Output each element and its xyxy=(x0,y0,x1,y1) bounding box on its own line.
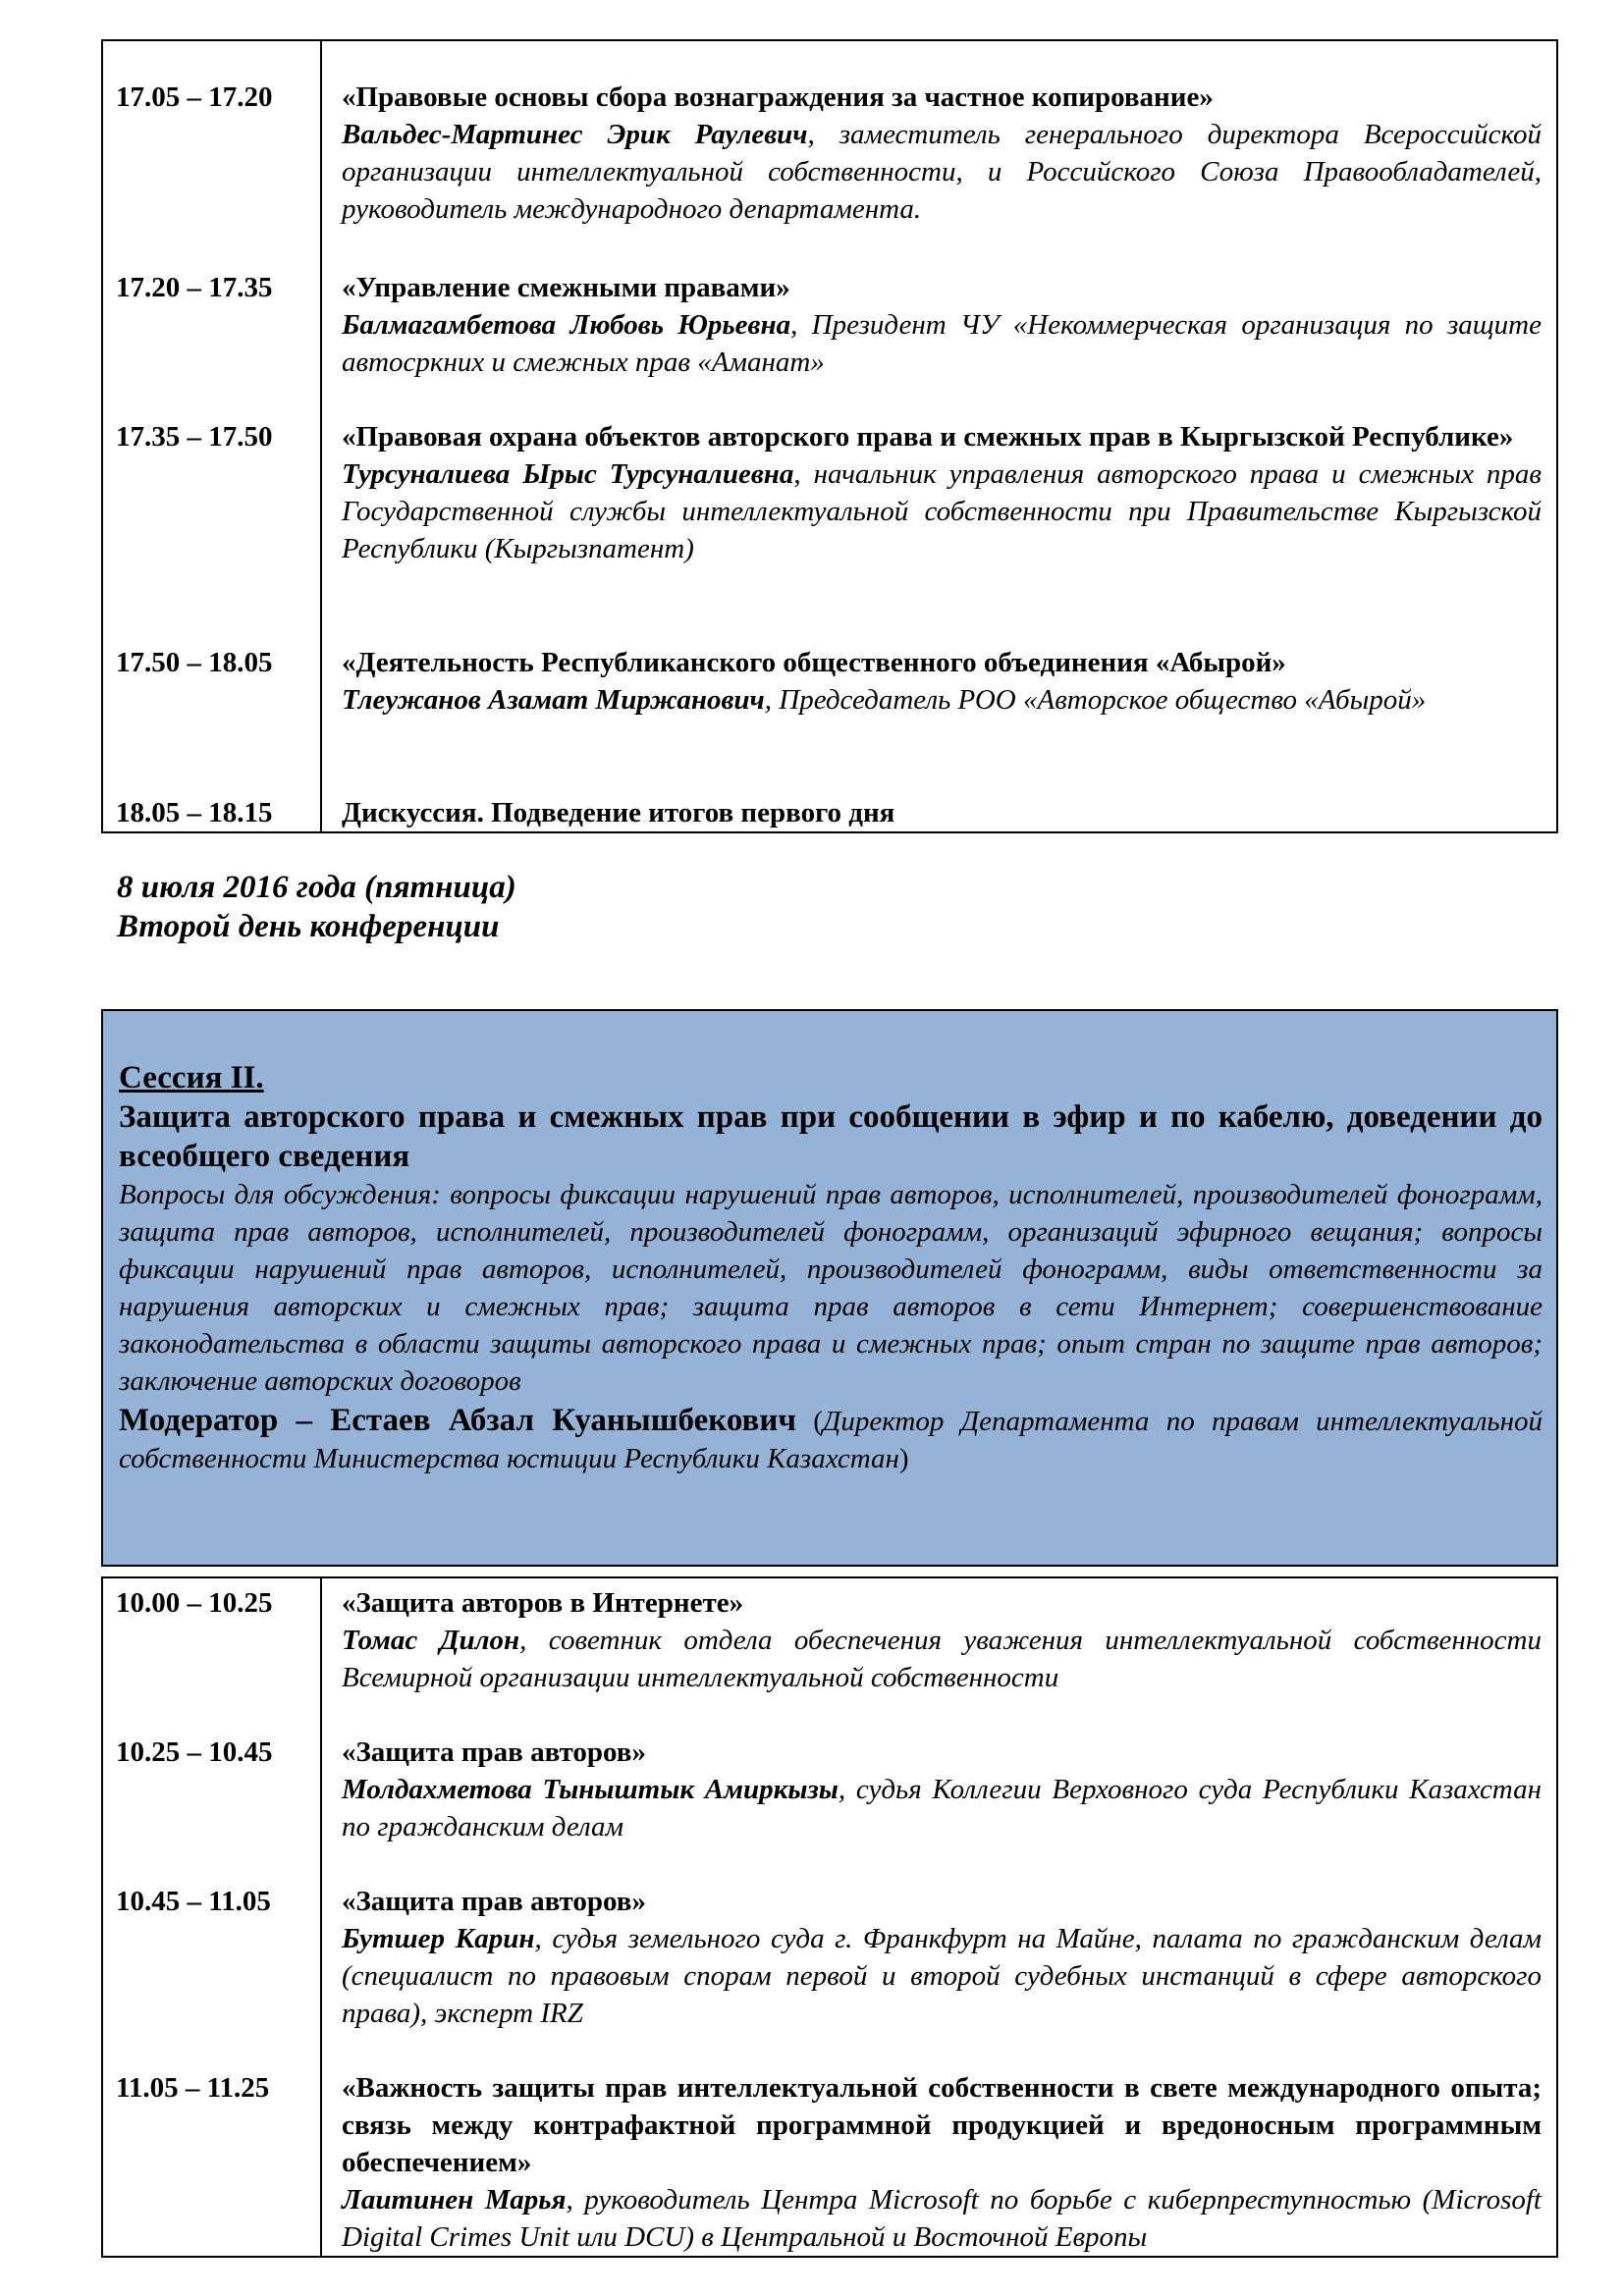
schedule-row xyxy=(102,231,1557,381)
agenda-item xyxy=(321,1577,1557,1696)
speaker-name: Лаитинен Марья xyxy=(342,2184,567,2216)
agenda-item xyxy=(321,2032,1557,2257)
agenda-item xyxy=(321,607,1557,757)
speaker xyxy=(342,1771,1542,1845)
day1-schedule-table xyxy=(101,39,1558,833)
schedule-row xyxy=(102,2032,1557,2257)
time-slot: 11.05 – 11.25 xyxy=(102,2032,321,2257)
time-slot: 17.20 – 17.35 xyxy=(102,231,321,381)
moderator-open-paren: ( xyxy=(795,1406,823,1437)
speaker-name: Бутшер Карин xyxy=(342,1923,535,1954)
moderator xyxy=(119,1402,1543,1477)
talk-title: «Важность защиты прав интеллектуальной собственности в свете международного опыта; связь между контрафактной программной продукцией и вредоносным программным обеспечением» xyxy=(342,2072,1542,2178)
speaker-role: , заместитель генерального директора Всероссийской организации интеллектуальной собственности, и Российского Союза Правообладателей, руководитель международного департамента. xyxy=(342,119,1542,225)
talk-title: «Деятельность Республиканского общественного объединения «Абырой» xyxy=(342,647,1286,678)
speaker-name: Томас Дилон xyxy=(342,1625,520,1656)
time-slot: 10.25 – 10.45 xyxy=(102,1696,321,1845)
speaker xyxy=(342,681,1542,719)
speaker xyxy=(342,455,1542,567)
speaker-name: Турсуналиева Ырыс Турсуналиевна xyxy=(342,458,794,490)
speaker-role: , руководитель Центра Microsoft по борьбе с киберпреступностью (Microsoft Digital Crimes Unit или DCU) в Центральной и Восточной Европы xyxy=(342,2184,1542,2253)
schedule-row xyxy=(102,1845,1557,2032)
session-label: Сессия II. xyxy=(119,1060,264,1095)
speaker-role: , советник отдела обеспечения уважения интеллектуальной собственности Всемирной организации интеллектуальной собственности xyxy=(342,1625,1542,1693)
time-slot: 17.05 – 17.20 xyxy=(102,40,321,231)
talk-title: «Правовая охрана объектов авторского права и смежных прав в Кыргызской Республике» xyxy=(342,421,1514,453)
session-issues: Вопросы для обсуждения: вопросы фиксации нарушений прав авторов, исполнителей, производителей фонограмм, защита прав авторов, исполнителей, производителей фонограмм, организаций эфирного вещания; вопросы фиксации нарушений прав авторов, исполнителей, производителей фонограмм, виды ответственности за нарушения авторских и смежных прав; защита прав авторов в сети Интернет; совершенствование законодательства в области защиты авторского права и смежных прав; опыт стран по защите прав авторов; заключение авторских договоров xyxy=(119,1179,1543,1397)
talk-title: «Защита авторов в Интернете» xyxy=(342,1587,744,1619)
talk-title: «Защита прав авторов» xyxy=(342,1736,646,1768)
speaker-role: , судья земельного суда г. Франкфурт на Майне, палата по гражданским делам (специалист по правовым спорам первой и второй судебных инстанций в сфере авторского права), эксперт IRZ xyxy=(342,1923,1542,2029)
session-box xyxy=(101,1009,1558,1567)
talk-title: «Управление смежными правами» xyxy=(342,272,790,303)
schedule-row xyxy=(102,757,1557,832)
time-slot: 10.00 – 10.25 xyxy=(102,1577,321,1696)
speaker-name: Тлеужанов Азамат Миржанович xyxy=(342,684,765,716)
agenda-item xyxy=(321,231,1557,381)
agenda-item xyxy=(321,1845,1557,2032)
speaker-name: Балмагамбетова Любовь Юрьевна xyxy=(342,309,791,341)
speaker xyxy=(342,1920,1542,2032)
agenda-item xyxy=(321,757,1557,832)
speaker-role: , судья Коллегии Верховного суда Республики Казахстан по гражданским делам xyxy=(342,1774,1542,1842)
schedule-row xyxy=(102,381,1557,607)
agenda-item xyxy=(321,1696,1557,1845)
moderator-role: Директор Департамента по правам интеллектуальной собственности Министерства юстиции Республики Казахстан xyxy=(119,1406,1543,1474)
talk-title: «Защита прав авторов» xyxy=(342,1886,646,1917)
talk-title: «Правовые основы сбора вознаграждения за частное копирование» xyxy=(342,81,1214,113)
day-date: 8 июля 2016 года (пятница) xyxy=(117,870,516,905)
speaker xyxy=(342,2181,1542,2256)
speaker-name: Молдахметова Тыныштык Амиркызы xyxy=(342,1774,839,1805)
talk-title: Дискуссия. Подведение итогов первого дня xyxy=(342,797,895,828)
moderator-close-paren: ) xyxy=(898,1443,909,1474)
time-slot: 18.05 – 18.15 xyxy=(102,757,321,832)
time-slot: 17.35 – 17.50 xyxy=(102,381,321,607)
speaker-role: , Председатель РОО «Авторское общество «Абырой» xyxy=(764,684,1427,716)
speaker xyxy=(342,116,1542,228)
moderator-label: Модератор – Естаев Абзал Куанышбекович xyxy=(119,1403,796,1438)
schedule-row xyxy=(102,1577,1557,1696)
agenda-item xyxy=(321,40,1557,231)
day-heading xyxy=(117,868,516,946)
speaker-role: , Президент ЧУ «Некоммерческая организация по защите автосркних и смежных прав «Аманат» xyxy=(342,309,1542,378)
schedule-row xyxy=(102,40,1557,231)
agenda-item xyxy=(321,381,1557,607)
schedule-row xyxy=(102,1696,1557,1845)
day-subtitle: Второй день конференции xyxy=(117,909,500,944)
day2-schedule-table xyxy=(101,1576,1558,2258)
speaker xyxy=(342,1622,1542,1696)
speaker-name: Вальдес-Мартинес Эрик Раулевич xyxy=(342,119,808,150)
session-title: Защита авторского права и смежных прав при сообщении в эфир и по кабелю, доведении до всеобщего сведения xyxy=(119,1099,1543,1174)
speaker xyxy=(342,306,1542,381)
time-slot: 17.50 – 18.05 xyxy=(102,607,321,757)
schedule-row xyxy=(102,607,1557,757)
speaker-role: , начальник управления авторского права и смежных прав Государственной службы интеллектуальной собственности при Правительстве Кыргызской Республики (Кыргызпатент) xyxy=(342,458,1542,564)
time-slot: 10.45 – 11.05 xyxy=(102,1845,321,2032)
